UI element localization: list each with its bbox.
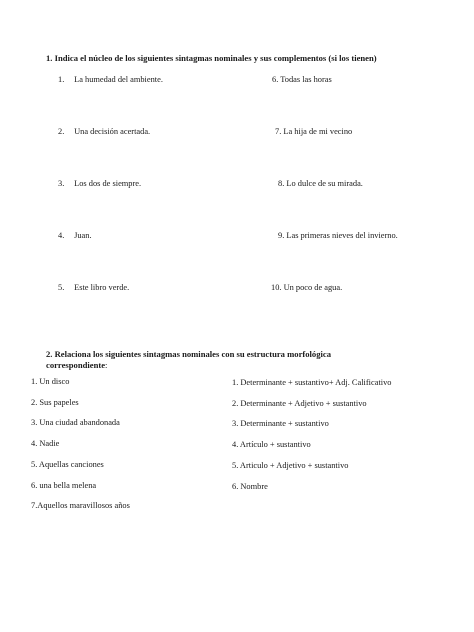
structure-1: 1. Determinante + sustantivo+ Adj. Calificativo (232, 378, 392, 387)
item-number: 4. (58, 231, 65, 240)
phrase-1: 1. Un disco (31, 377, 70, 386)
exercise-1-item-6: 6. Todas las horas (272, 75, 332, 84)
item-text: Una decisión acertada. (74, 127, 151, 136)
exercise-1-item-4 (58, 230, 92, 241)
item-number: 2. (58, 127, 65, 136)
item-text: Este libro verde. (74, 283, 130, 292)
exercise-1-item-8: 8. Lo dulce de su mirada. (278, 179, 363, 188)
phrase-4: 4. Nadie (31, 439, 60, 448)
phrase-3: 3. Una ciudad abandonada (31, 418, 120, 427)
exercise-1-title: 1. Indica el núcleo de los siguientes sintagmas nominales y sus complementos (si los tienen) (46, 53, 377, 63)
exercise-1-item-5 (58, 282, 129, 293)
exercise-1-item-10: 10. Un poco de agua. (271, 283, 343, 292)
exercise-1-item-3 (58, 178, 141, 189)
item-text: Los dos de siempre. (74, 179, 142, 188)
exercise-1-item-7: 7. La hija de mi vecino (275, 127, 353, 136)
exercise-2-title-text: 2. Relaciona los siguientes sintagmas nominales con su estructura morfológica correspondiente (46, 349, 332, 370)
structure-6: 6. Nombre (232, 482, 268, 491)
exercise-1-item-1 (58, 74, 163, 85)
phrase-7: 7.Aquellos maravillosos años (31, 501, 130, 510)
structure-4: 4. Artículo + sustantivo (232, 440, 311, 449)
phrase-5: 5. Aquellas canciones (31, 460, 104, 469)
item-number: 5. (58, 283, 65, 292)
structure-3: 3. Determinante + sustantivo (232, 419, 329, 428)
item-number: 3. (58, 179, 65, 188)
exercise-1-item-9: 9. Las primeras nieves del invierno. (278, 231, 398, 240)
item-text: Juan. (74, 231, 92, 240)
phrase-2: 2. Sus papeles (31, 398, 79, 407)
phrase-6: 6. una bella melena (31, 481, 97, 490)
structure-2: 2. Determinante + Adjetivo + sustantivo (232, 399, 367, 408)
exercise-2-title (46, 349, 336, 371)
item-text: La humedad del ambiente. (74, 75, 163, 84)
exercise-1-item-2 (58, 126, 150, 137)
structure-5: 5. Articulo + Adjetivo + sustantivo (232, 461, 349, 470)
item-number: 1. (58, 75, 65, 84)
exercise-2-title-colon: : (105, 360, 108, 370)
